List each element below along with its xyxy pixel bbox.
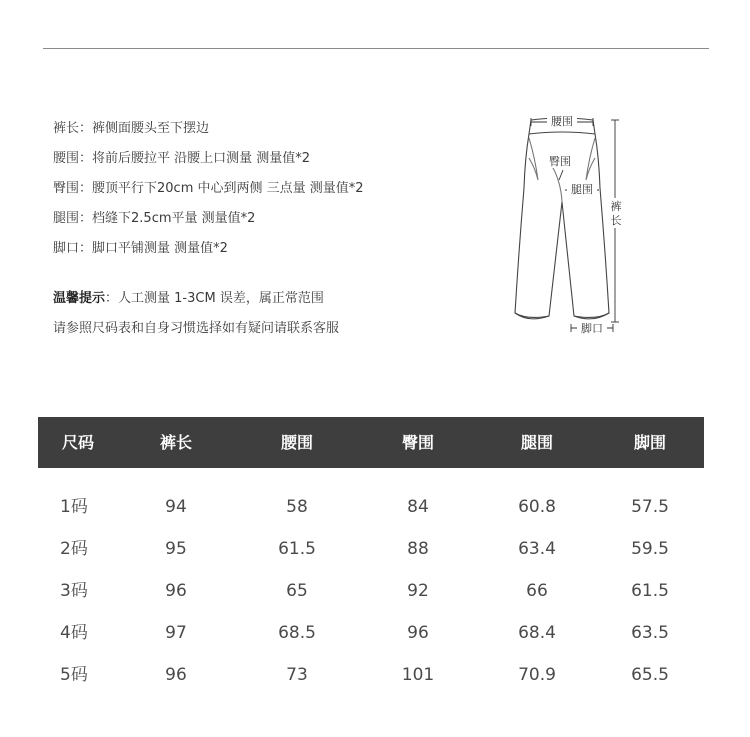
cell-hip: 92: [407, 581, 429, 601]
header-size: 尺码: [62, 433, 95, 452]
table-row: [38, 528, 704, 570]
cell-thigh: 63.4: [518, 539, 556, 559]
hem-label: 脚口: [581, 322, 603, 335]
cell-size: 5码: [60, 665, 88, 685]
header-hem: 脚围: [633, 433, 666, 452]
table-body: [38, 486, 704, 696]
cell-thigh: 60.8: [518, 497, 556, 517]
note-hip: [53, 174, 473, 204]
cell-length: 95: [165, 539, 187, 559]
cell-thigh: 70.9: [518, 665, 556, 685]
note-label: 裤长：: [53, 121, 93, 136]
header-waist: 腰围: [280, 433, 313, 452]
cell-length: 96: [165, 581, 187, 601]
tip-text: 人工测量 1-3CM 误差，属正常范围: [118, 291, 324, 306]
cell-hip: 84: [407, 497, 429, 517]
cell-size: 3码: [60, 581, 88, 601]
note-waist: [53, 144, 473, 174]
cell-length: 94: [165, 497, 187, 517]
header-thigh: 腿围: [520, 433, 553, 452]
length-label-2: 长: [610, 214, 622, 227]
cell-waist: 61.5: [278, 539, 316, 559]
cell-hem: 61.5: [631, 581, 669, 601]
header-hip: 臀围: [401, 433, 434, 452]
tip-block: [53, 284, 473, 344]
note-text: 裤侧面腰头至下摆边: [92, 121, 210, 136]
cell-waist: 58: [286, 497, 308, 517]
cell-size: 2码: [60, 539, 88, 559]
length-label-1: 裤: [610, 200, 622, 213]
note-label: 脚口：: [53, 241, 93, 256]
cell-hem: 59.5: [631, 539, 669, 559]
measurement-notes: [53, 114, 473, 264]
tip-label: 温馨提示: [53, 291, 106, 306]
tip-colon: ：: [105, 291, 119, 306]
cell-hip: 96: [407, 623, 429, 643]
cell-hip: 88: [407, 539, 429, 559]
tip-note: 请参照尺码表和自身习惯选择如有疑问请联系客服: [53, 321, 340, 336]
top-divider: [43, 48, 709, 49]
cell-length: 97: [165, 623, 187, 643]
cell-size: 4码: [60, 623, 88, 643]
note-length: [53, 114, 473, 144]
cell-hem: 65.5: [631, 665, 669, 685]
note-hem: [53, 234, 473, 264]
note-text: 脚口平铺测量 测量值*2: [92, 241, 228, 256]
cell-hem: 63.5: [631, 623, 669, 643]
note-text: 将前后腰拉平 沿腰上口测量 测量值*2: [92, 151, 311, 166]
table-header: [38, 417, 704, 468]
pants-diagram: [505, 108, 635, 338]
cell-thigh: 68.4: [518, 623, 556, 643]
tip-line: [53, 284, 473, 314]
cell-waist: 68.5: [278, 623, 316, 643]
table-row: [38, 570, 704, 612]
note-label: 腿围：: [53, 211, 93, 226]
size-table: [38, 417, 704, 696]
note-label: 腰围：: [53, 151, 93, 166]
cell-waist: 65: [286, 581, 308, 601]
note-label: 臀围：: [53, 181, 93, 196]
cell-hip: 101: [401, 665, 435, 685]
table-row: [38, 486, 704, 528]
pants-outline-icon: [505, 108, 635, 338]
note-text: 档缝下2.5cm平量 测量值*2: [92, 211, 256, 226]
table-row: [38, 612, 704, 654]
cell-hem: 57.5: [631, 497, 669, 517]
cell-waist: 73: [286, 665, 308, 685]
cell-length: 96: [165, 665, 187, 685]
cell-thigh: 66: [526, 581, 548, 601]
note-thigh: [53, 204, 473, 234]
cell-size: 1码: [60, 497, 88, 517]
hip-label: 臀围: [549, 155, 571, 168]
header-length: 裤长: [159, 433, 192, 452]
thigh-label: 腿围: [571, 183, 593, 196]
note-text: 腰顶平行下20cm 中心到两侧 三点量 测量值*2: [92, 181, 364, 196]
waist-label: 腰围: [551, 115, 573, 128]
table-row: [38, 654, 704, 696]
